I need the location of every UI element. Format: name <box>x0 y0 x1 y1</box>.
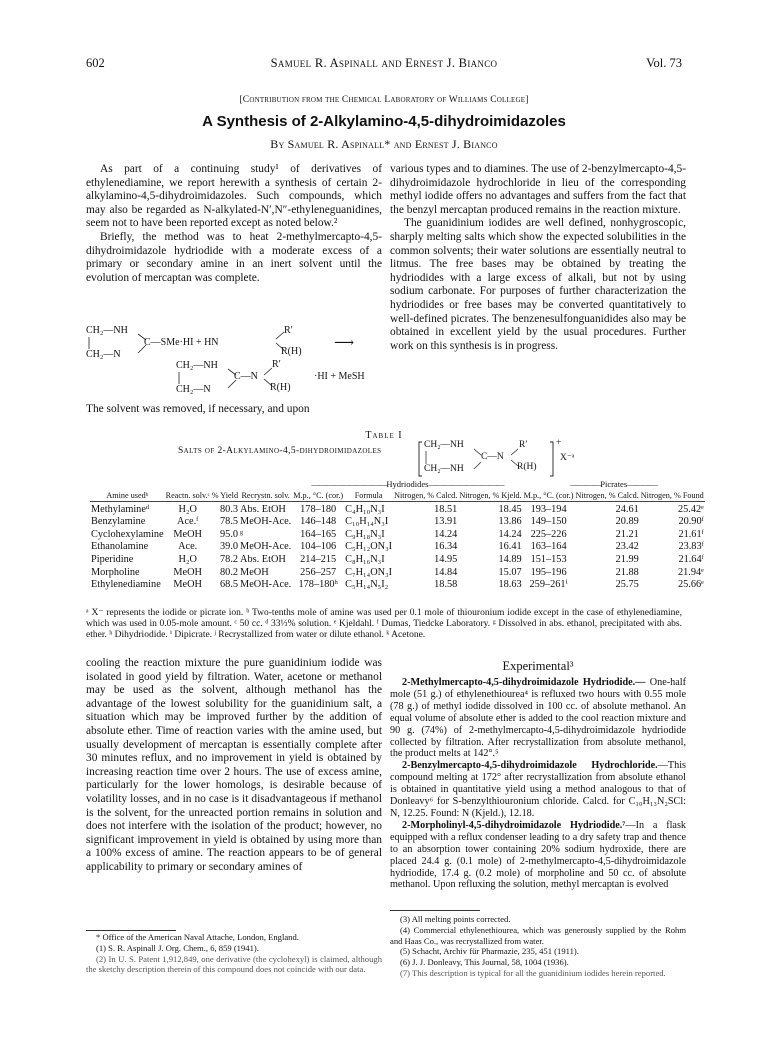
solvent-text: The solvent was removed, if necessary, and upon <box>86 403 310 415</box>
table-column-header: Nitrogen, % Calcd. <box>394 490 458 500</box>
table-cell: MeOH-Ace. <box>240 516 292 528</box>
table-cell: Abs. EtOH <box>240 553 286 565</box>
scheme-r1-rh: R(H) <box>281 346 302 357</box>
table-cell: 20.90ᶠ <box>678 516 704 528</box>
table-cell: 151–153 <box>530 553 567 565</box>
left-footnote-rule <box>86 930 176 931</box>
table-column-header: M.p., °C. (cor.) <box>293 490 344 500</box>
table-cell: 23.42 <box>615 541 639 553</box>
table-cell: 95.0 <box>220 528 239 540</box>
table-heading: Salts of 2-Alkylamino-4,5-dihydroimidazoles <box>178 446 382 456</box>
scheme-r2-bottom: CH₂—N <box>176 384 211 395</box>
table-column-header: Reactn. solv.ᶜ <box>165 490 210 500</box>
table-cell: Ace. <box>178 541 198 553</box>
scheme-r1-top: CH₂—NH <box>86 325 128 336</box>
body-left-column <box>86 657 382 875</box>
table-cell: C₁₀H₁₄N₃I <box>345 516 389 528</box>
table-cell: Ethylenediamine <box>91 579 161 591</box>
table-column-header: Amine usedᵇ <box>90 491 165 502</box>
table-cell: Benzylamine <box>91 516 146 528</box>
scheme-r1-rprime: R′ <box>284 325 293 336</box>
contribution-line: [Contribution from the Chemical Laboratory of Williams College] <box>239 95 529 105</box>
table-formula <box>418 440 578 478</box>
table-row <box>90 501 705 516</box>
table-cell: 14.89 <box>498 553 522 565</box>
formula-rprime: R′ <box>519 440 528 450</box>
intro-right-paragraph-1: various types and to diamines. The use of 2-benzylmercapto-4,5-dihydroimidazole hydrochloride in lieu of the corresponding methyl iodide offers no advantages and suffers from the fact that the benzyl mercaptan produced remains in the reaction mixture. <box>390 163 686 216</box>
scheme-r1-bottom: CH₂—N <box>86 349 121 360</box>
table-cell: 14.84 <box>434 566 458 578</box>
table-cell: 78.2 <box>220 553 239 565</box>
table-cell: 21.88 <box>615 566 639 578</box>
table-column-header: Nitrogen, % Calcd. <box>575 490 639 500</box>
experimental-heading-2: 2-Benzylmercapto-4,5-dihydroimidazole Hydrochloride. <box>402 760 658 772</box>
table-cell: 16.41 <box>498 541 522 553</box>
table-cell: Ace.ᶠ <box>177 516 199 528</box>
footnote-left-1: (1) S. R. Aspinall J. Org. Chem., 6, 859 (1941). <box>96 942 259 953</box>
scheme-bonds <box>86 325 376 405</box>
table-cell: 25.66ᵉ <box>677 579 704 591</box>
scheme-r2-middle: C—N <box>234 371 258 382</box>
table-cell: H₂O <box>178 553 197 565</box>
table-cell: 21.94ᵉ <box>677 566 704 578</box>
page-number: 602 <box>86 56 105 70</box>
table-cell: 21.21 <box>615 528 639 540</box>
footnote-left-0: * Office of the American Naval Attache, London, England. <box>96 932 299 942</box>
left-footnotes <box>86 932 382 975</box>
intro-right-column <box>390 163 686 353</box>
table-cell: Abs. EtOH <box>240 503 286 515</box>
table-cell: 80.2 <box>220 566 239 578</box>
table-cell: MeOH <box>240 566 269 578</box>
table-cell: C₅H₁₂ON₃I <box>345 541 393 553</box>
data-table <box>90 478 704 592</box>
scheme-r2-rh: R(H) <box>270 382 291 393</box>
table-cell: 14.95 <box>434 553 458 565</box>
footnote-right-3: (6) J. J. Donleavy, This Journal, 58, 1004 (1936). <box>400 957 569 968</box>
table-row <box>90 529 705 542</box>
table-cell: 78.5 <box>220 516 239 528</box>
table-cell: 149–150 <box>530 516 567 528</box>
table-cell: C₇H₁₄ON₃I <box>345 566 393 578</box>
article-title: A Synthesis of 2-Alkylamino-4,5-dihydroimidazoles <box>202 113 566 130</box>
table-cell: 256–257 <box>300 566 337 578</box>
table-cell: 193–194 <box>530 503 567 515</box>
table-cell: MeOH-Ace. <box>240 541 292 553</box>
table-cell: 15.07 <box>498 566 522 578</box>
experimental-paragraph-2 <box>390 760 686 820</box>
volume-label: Vol. 73 <box>646 56 682 70</box>
table-cell: 25.75 <box>615 579 639 591</box>
reaction-arrow: ⟶ <box>334 336 355 351</box>
table-cell: 259–261ⁱ <box>529 579 568 591</box>
scheme-r2-top: CH₂—NH <box>176 360 218 371</box>
table-cell: Morpholine <box>91 566 140 578</box>
experimental-heading-3: 2-Morpholinyl-4,5-dihydroimidazole Hydriodide.⁷ <box>402 819 626 831</box>
table-cell: Ethanolamine <box>91 541 149 553</box>
table-cell: 146–148 <box>300 516 337 528</box>
experimental-text-1: One-half mole (51 g.) of ethylenethiourea⁴ is refluxed two hours with 0.55 mole (78 g.) of methyl iodide dissolved in 100 cc. of absolute methanol. An equal volume of absolute ether is added to the cool reaction mixture and 90 g. (74%) of 2-methylmercapto-4,5-dihydroimidazole hydriodide collected by filtration. After recrystallization from absolute methanol, the product melts at 142°.⁵ <box>390 677 687 760</box>
table-cell: 214–215 <box>300 553 337 565</box>
table-cell: 18.63 <box>498 579 522 591</box>
table-column-header: Nitrogen, % Found <box>640 490 704 500</box>
table-cell: 104–106 <box>300 541 337 553</box>
footnote-left-2: (2) In U. S. Patent 1,912,849, one derivative (the cyclohexyl) is claimed, although the sketchy description therein of this compound does not coincide with our data. <box>86 953 382 975</box>
footnote-right-0: (3) All melting points corrected. <box>400 914 511 924</box>
table-cell: MeOH <box>173 528 202 540</box>
table-cell: MeOH <box>173 566 202 578</box>
table-cell: C₄H₁₀N₃I <box>345 503 385 515</box>
byline: By Samuel R. Aspinall* and Ernest J. Bianco <box>270 137 498 151</box>
formula-rh: R(H) <box>517 462 537 472</box>
formula-anion: X⁻ᵃ <box>560 453 575 463</box>
table-cell: ᵍ <box>240 528 244 540</box>
group-hydriodides: ——————————Hydriodides—————————— <box>311 479 504 489</box>
experimental-text-2: —This compound melting at 172° after recrystallization from absolute ethanol is obtained in quantitative yield using a method analogous to that of Donleavy⁶ for S-benzylthiouronium chloride. Calcd. for C₁₀H₁₃N₂SCl: N, 12.25. Found: N (Kjeld.), 12.18. <box>390 760 686 819</box>
table-column-header: M.p., °C. (cor.) <box>523 490 574 500</box>
experimental-heading: Experimental³ <box>502 659 574 673</box>
scheme-r2-products: ·HI + MeSH <box>314 371 365 382</box>
table-cell: 25.42ᵉ <box>677 503 704 515</box>
table-row <box>90 541 705 554</box>
formula-charge: + <box>556 438 562 448</box>
formula-bottom: CH₂—NH <box>424 464 464 474</box>
table-cell: Piperidine <box>91 553 134 565</box>
running-header <box>86 56 682 72</box>
formula-middle: C—N <box>481 452 504 462</box>
table-cell: H₂O <box>178 503 197 515</box>
table-cell: C₉H₁₈N₃I <box>345 528 385 540</box>
right-footnotes <box>390 914 686 979</box>
table-cell: 14.24 <box>434 528 458 540</box>
table-cell: 24.61 <box>615 503 639 515</box>
table-column-header: Nitrogen, % Kjeld. <box>459 490 522 500</box>
table-cell: 195–196 <box>530 566 567 578</box>
table-cell: 13.91 <box>434 516 458 528</box>
table-row <box>90 567 705 580</box>
table-cell: 164–165 <box>300 528 337 540</box>
running-authors: Samuel R. Aspinall and Ernest J. Bianco <box>270 56 498 70</box>
group-picrates: ————Picrates———— <box>570 479 658 489</box>
table-cell: Cyclohexylamine <box>91 528 164 540</box>
body-left-paragraph: cooling the reaction mixture the pure guanidinium iodide was isolated in good yield by filtration. Water, acetone or methanol may be used as the solvent, although methanol has the advantage of the lowest solubility for the guanidinium salt, a situation which may be improved further by the addition of absolute ether. Time of reaction varies with the amine used, but usually development of mercaptan is essentially complete after 30 minutes reflux, and no improvement in yield is obtained by increasing reaction time over 2 hours. The use of excess amine, particularly for the lower homologs, is desirable because of volatility losses, and in no case is it disadvantageous if methanol is the solvent, for the unreacted portion remains in solution and does not interfere with the isolation of the product; however, no significant improvement in yield is obtained by using more than a 100% excess of amine. The reaction appears to be of general applicability to primary or secondary amines of <box>86 657 382 873</box>
intro-paragraph-1: As part of a continuing study¹ of derivatives of ethylenediamine, we report herewith a synthesis of certain 2-alkylamino-4,5-dihydroimidazoles. Such compounds, which may also be regarded as N-alkylated-N′,N″-ethyleneguanidines, seem not to have been reported except as noted below.² <box>86 163 382 230</box>
table-cell: 178–180 <box>300 503 337 515</box>
experimental-heading-1: 2-Methylmercapto-4,5-dihydroimidazole Hydriodide.— <box>402 677 646 688</box>
experimental-paragraph-3 <box>390 820 686 891</box>
table-caption: Table I <box>365 430 403 441</box>
table-cell: C₈H₁₆N₃I <box>345 553 385 565</box>
footnote-right-4: (7) This description is typical for all the guanidinium iodides herein reported. <box>400 967 666 978</box>
formula-top: CH₂—NH <box>424 440 464 450</box>
table-cell: 16.34 <box>434 541 458 553</box>
table-column-header: Formula <box>344 491 393 502</box>
experimental-text-3: —In a flask equipped with a reflux condenser leading to a dry safety trap and thence to an absorption tower containing 20% sodium hydroxide, there are placed 24.4 g. (0.1 mole) of 2-methylmercapto-4,5-dihydroimidazole hydriodide, 17.4 g. (0.2 mole) of morpholine and 50 cc. of absolute methanol. Upon refluxing the solution, methyl mercaptan is evolved <box>390 819 686 891</box>
intro-right-paragraph-2: The guanidinium iodides are well defined, nonhygroscopic, sharply melting salts which show the expected solubilities in the common solvents; their water solutions are essentially neutral to litmus. The free bases may be obtained by treating the hydriodides with a large excess of alkali, but not by using sodium carbonate. For purposes of further characterization the hydriodides or free bases may be converted quantitatively to well-defined picrates. The benzenesulfonguanidides also may be obtained in excellent yield by the usual procedures. Further work on this synthesis is in progress. <box>390 217 686 352</box>
table-cell: MeOH <box>173 579 202 591</box>
table-column-header: Recrystn. solv. <box>239 491 292 502</box>
table-cell: Methylamineᵈ <box>91 503 150 515</box>
table-row <box>90 579 705 592</box>
table-cell: C₅H₁₄N₅I₂ <box>345 579 389 591</box>
solvent-line <box>86 403 382 417</box>
table-cell: 178–180ʰ <box>298 579 338 591</box>
intro-left-column <box>86 163 382 285</box>
scheme-r1-middle: C—SMe·HI + HN <box>144 337 219 348</box>
table-cell: 21.61ᶠ <box>678 528 704 540</box>
footnote-right-1: (4) Commercial ethylenethiourea, which was generously supplied by the Rohm and Haas Co., was recrystallized from water. <box>390 924 686 946</box>
table-cell: 21.64ᶠ <box>678 553 704 565</box>
scheme-r2-rprime: R′ <box>272 359 281 370</box>
table-column-header: % Yield <box>211 490 239 500</box>
table-cell: 39.0 <box>220 541 239 553</box>
experimental-paragraph-1 <box>390 677 686 760</box>
table-cell: 68.5 <box>220 579 239 591</box>
table-cell: 21.99 <box>615 553 639 565</box>
table-cell: 18.58 <box>434 579 458 591</box>
table-cell: 20.89 <box>615 516 639 528</box>
table-cell: MeOH-Ace. <box>240 579 292 591</box>
table-cell: 18.45 <box>498 503 522 515</box>
table-cell: 18.51 <box>434 503 458 515</box>
right-footnote-rule <box>390 910 480 911</box>
table-cell: 163–164 <box>530 541 567 553</box>
table-footnotes: ᵃ X⁻ represents the iodide or picrate ion. ᵇ Two-tenths mole of amine was used per 0.1 mole of thiouronium iodide except in the case of ethylenediamine, which was used in 0.05-mole amount. ᶜ 50 cc. ᵈ 33⅓% solution. ᵉ Kjeldahl. ᶠ Dumas, Tiedcke Laboratory. ᵍ Dissolved in abs. ethanol, precipitated with abs. ether. ʰ Dihydriodide. ⁱ Dipicrate. ʲ Recrystallized from water or dilute ethanol. ᵏ Acetone. <box>86 608 682 641</box>
intro-paragraph-2: Briefly, the method was to heat 2-methylmercapto-4,5-dihydroimidazole hydriodide with a moderate excess of a primary or secondary amine in an inert solvent until the evolution of mercaptan was complete. <box>86 230 382 284</box>
table-cell: 14.24 <box>498 528 522 540</box>
footnote-right-2: (5) Schacht, Archiv für Pharmazie, 235, 451 (1911). <box>400 946 579 957</box>
table-row <box>90 554 705 567</box>
table-row <box>90 516 705 529</box>
experimental-section <box>390 677 686 891</box>
table-cell: 23.83ᶠ <box>678 541 704 553</box>
table-cell: 80.3 <box>220 503 239 515</box>
table-cell: 13.86 <box>498 516 522 528</box>
table-cell: 225–226 <box>530 528 567 540</box>
